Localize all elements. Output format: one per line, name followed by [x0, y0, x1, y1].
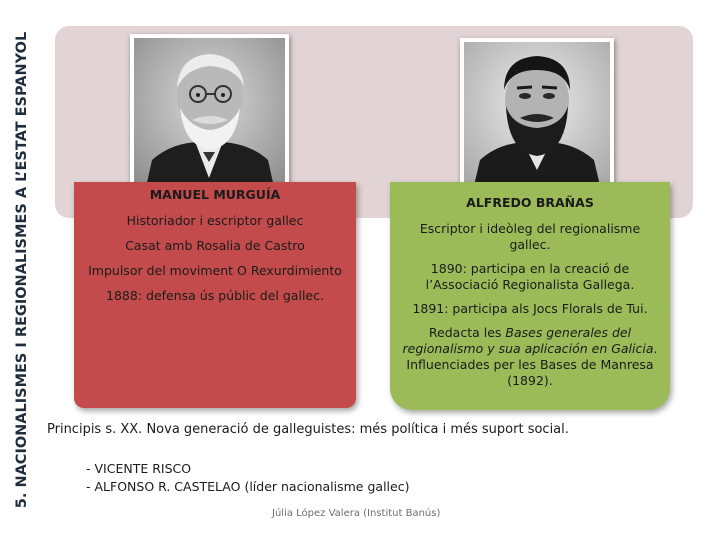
branas-card	[390, 182, 670, 410]
author-footer: Júlia López Valera (Institut Banús)	[272, 508, 441, 519]
galleguistes-list	[86, 460, 409, 496]
summary-paragraph: Principis s. XX. Nova generació de galleguistes: més política i més suport social.	[47, 422, 569, 437]
bases-post: . Influenciades per les Bases de Manresa (1892).	[406, 341, 658, 388]
side-title-text: 5. NACIONALISMES I REGIONALISMES A L’ESTAT ESPANYOL	[14, 31, 30, 509]
murguia-line: Historiador i escriptor gallec	[126, 213, 304, 228]
murguia-line: Impulsor del moviment O Rexurdimiento	[88, 263, 342, 278]
murguia-card	[74, 182, 356, 408]
list-item: - ALFONSO R. CASTELAO (líder nacionalisme gallec)	[86, 479, 410, 494]
portrait-branas	[460, 38, 614, 198]
portrait-murguia	[130, 34, 289, 200]
murguia-name: MANUEL MURGUÍA	[149, 187, 281, 202]
bases-pre: Redacta les	[428, 325, 506, 340]
branas-line: 1890: participa en la creació de l’Associació Regionalista Gallega.	[425, 261, 635, 292]
branas-line: 1891: participa als Jocs Florals de Tui.	[412, 301, 648, 316]
bases-title: Bases generales del regionalismo y sua aplicación en Galicia	[402, 325, 654, 356]
side-title	[0, 0, 44, 540]
list-item: - VICENTE RISCO	[86, 461, 192, 476]
branas-bases-line	[400, 325, 660, 389]
branas-line: Escriptor i ideòleg del regionalisme gallec.	[419, 221, 641, 252]
murguia-line: 1888: defensa ús públic del gallec.	[106, 288, 324, 303]
branas-name: ALFREDO BRAÑAS	[466, 195, 594, 210]
murguia-line: Casat amb Rosalia de Castro	[125, 238, 305, 253]
